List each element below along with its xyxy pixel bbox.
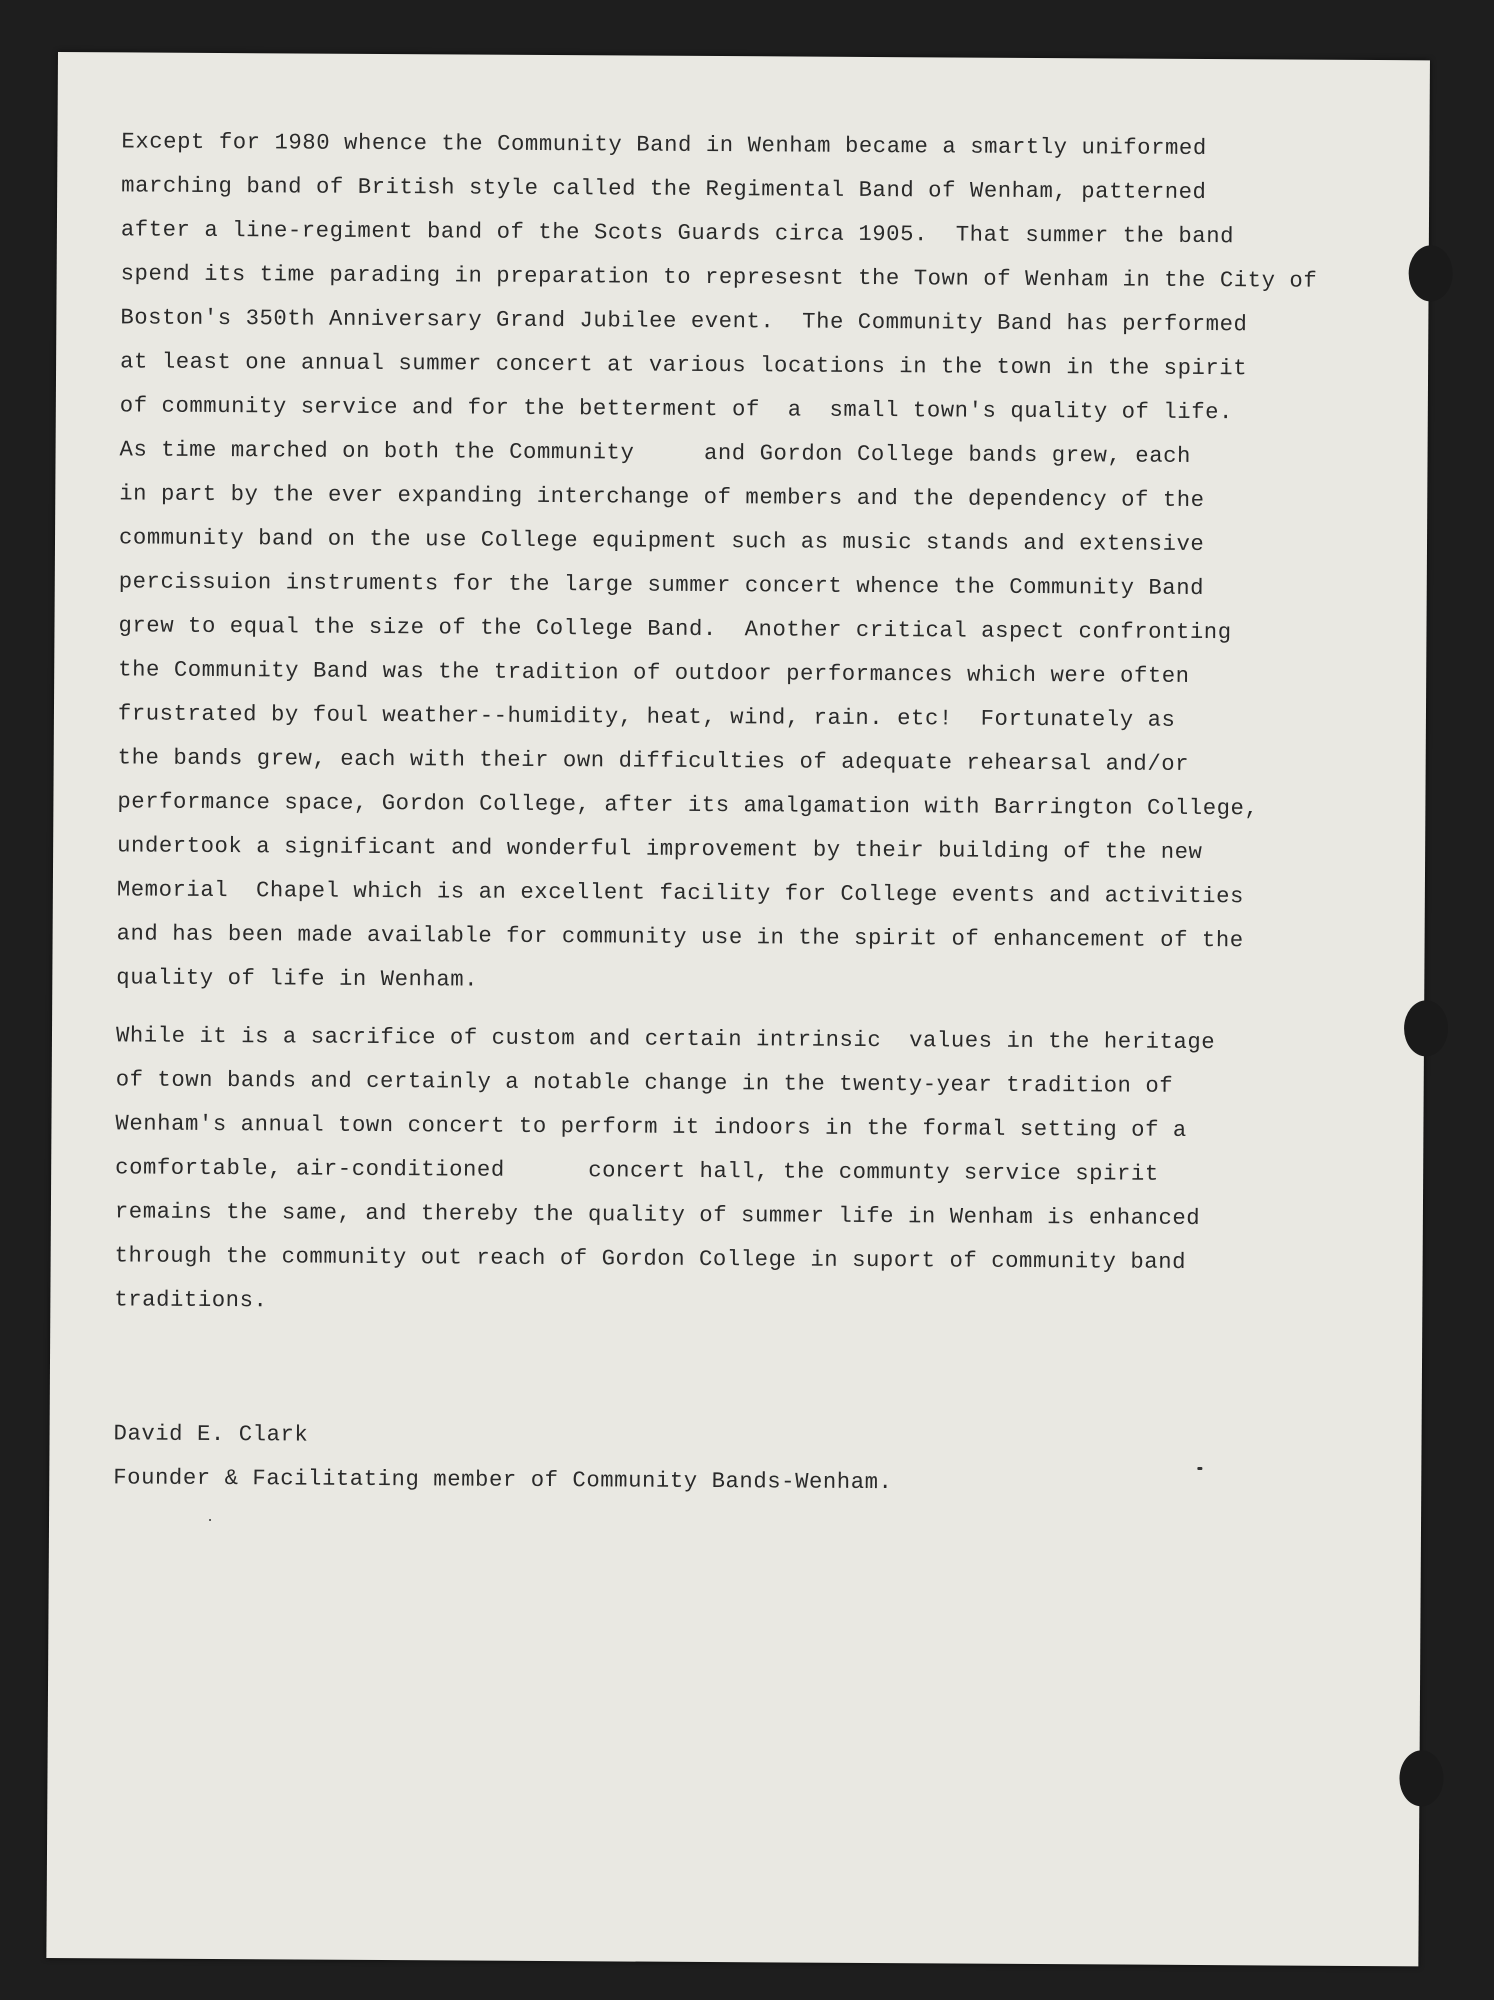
text-line: remains the same, and thereby the quality of summer life in Wenham is enhanced [114,1199,1201,1231]
text-line: As time marched on both the Community and Gordon College bands grew, each [119,437,1192,469]
text-line: the bands grew, each with their own difficulties of adequate rehearsal and/or [117,745,1190,777]
text-line: the Community Band was the tradition of outdoor performances which were often [118,657,1190,689]
text-line: through the community out reach of Gordon College in suport of community band [114,1243,1187,1275]
signature-name: David E. Clark [113,1421,309,1448]
text-line: and has been made available for community use in the spirit of enhancement of the [116,921,1244,954]
signature-gap [114,1322,1355,1420]
text-line: percissuion instruments for the large summer concert whence the Community Band [118,569,1205,602]
text-line: marching band of British style called the Regimental Band of Wenham, patterned [121,173,1207,206]
text-line: in part by the ever expanding interchange of members and the dependency of the [119,481,1205,514]
text-line: frustrated by foul weather--humidity, heat, wind, rain. etc! Fortunately as [117,701,1176,733]
text-line: Except for 1980 whence the Community Band in Wenham became a smartly uniformed [121,129,1207,162]
signature-block [113,1412,1354,1508]
binder-hole [1404,1000,1448,1056]
binder-hole [1399,1750,1443,1806]
text-line: Boston's 350th Anniversary Grand Jubilee event. The Community Band has performed [120,305,1248,338]
typed-letter [113,120,1361,1508]
text-line: grew to equal the size of the College Band. Another critical aspect confronting [118,613,1232,646]
signature-title: Founder & Facilitating member of Community Bands-Wenham. [113,1465,893,1496]
text-line: at least one annual summer concert at various locations in the town in the spirit [120,349,1248,382]
text-line: quality of life in Wenham. [116,965,479,993]
text-line: comfortable, air-conditioned concert hall, the communty service spirit [115,1155,1159,1187]
text-line: community band on the use College equipment such as music stands and extensive [118,525,1205,558]
text-line: traditions. [114,1287,268,1314]
text-line: undertook a significant and wonderful improvement by their building of the new [117,833,1203,866]
ink-speck [209,1519,211,1521]
text-line: performance space, Gordon College, after its amalgamation with Barrington College, [117,789,1259,822]
text-line: While it is a sacrifice of custom and certain intrinsic values in the heritage [115,1023,1216,1056]
text-line: Memorial Chapel which is an excellent facility for College events and activities [116,877,1245,910]
text-line: spend its time parading in preparation to represesnt the Town of Wenham in the City of [120,261,1318,294]
text-line: of community service and for the betterment of a small town's quality of life. [119,393,1234,426]
document-page [46,52,1430,1966]
paragraph-1 [116,120,1361,1008]
text-line: Wenham's annual town concert to perform it indoors in the formal setting of a [115,1111,1187,1143]
paragraph-2 [114,1014,1356,1330]
text-line: after a line-regiment band of the Scots Guards circa 1905. That summer the band [120,217,1235,250]
text-line: of town bands and certainly a notable change in the twenty-year tradition of [115,1067,1174,1099]
ink-speck [1197,1467,1202,1470]
binder-hole [1409,245,1453,301]
